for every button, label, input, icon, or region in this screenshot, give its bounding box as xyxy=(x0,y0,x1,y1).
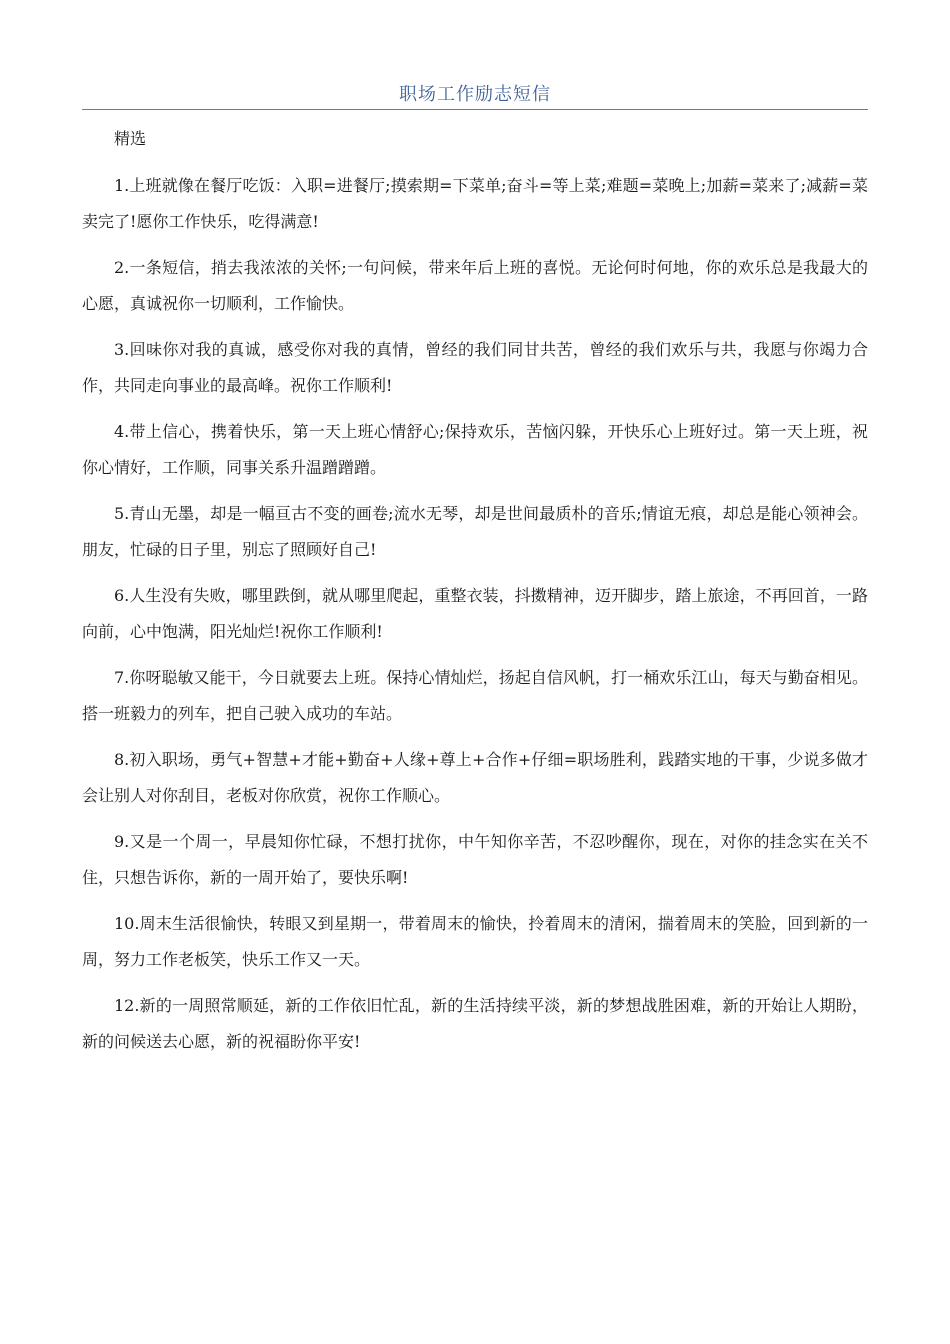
document-body xyxy=(82,124,868,1070)
paragraph: 10.周末生活很愉快，转眼又到星期一，带着周末的愉快，拎着周末的清闲，揣着周末的笑脸，回到新的一周，努力工作老板笑，快乐工作又一天。 xyxy=(82,914,868,969)
document-header xyxy=(82,80,868,110)
paragraph: 8.初入职场，勇气+智慧+才能+勤奋+人缘+尊上+合作+仔细=职场胜利，践踏实地的干事，少说多做才会让别人对你刮目，老板对你欣赏，祝你工作顺心。 xyxy=(82,750,868,805)
paragraph: 4.带上信心，携着快乐，第一天上班心情舒心;保持欢乐，苦恼闪躲，开快乐心上班好过。第一天上班，祝你心情好，工作顺，同事关系升温蹭蹭蹭。 xyxy=(82,422,868,477)
paragraph: 2.一条短信，捎去我浓浓的关怀;一句问候，带来年后上班的喜悦。无论何时何地，你的欢乐总是我最大的心愿，真诚祝你一切顺利，工作愉快。 xyxy=(82,258,868,313)
paragraph: 12.新的一周照常顺延，新的工作依旧忙乱，新的生活持续平淡，新的梦想战胜困难，新的开始让人期盼，新的问候送去心愿，新的祝福盼你平安! xyxy=(82,996,868,1051)
paragraph: 5.青山无墨，却是一幅亘古不变的画卷;流水无琴，却是世间最质朴的音乐;情谊无痕，却总是能心领神会。朋友，忙碌的日子里，别忘了照顾好自己! xyxy=(82,504,868,559)
paragraph: 9.又是一个周一，早晨知你忙碌，不想打扰你，中午知你辛苦，不忍吵醒你，现在，对你的挂念实在关不住，只想告诉你，新的一周开始了，要快乐啊! xyxy=(82,832,868,887)
paragraph: 6.人生没有失败，哪里跌倒，就从哪里爬起，重整衣装，抖擞精神，迈开脚步，踏上旅途，不再回首，一路向前，心中饱满，阳光灿烂!祝你工作顺利! xyxy=(82,586,868,641)
paragraph: 1.上班就像在餐厅吃饭：入职=进餐厅;摸索期=下菜单;奋斗=等上菜;难题=菜晚上;加薪=菜来了;减薪=菜卖完了!愿你工作快乐，吃得满意! xyxy=(82,176,868,231)
document-subtitle: 精选 xyxy=(114,129,147,148)
paragraph: 7.你呀聪敏又能干，今日就要去上班。保持心情灿烂，扬起自信风帆，打一桶欢乐江山，每天与勤奋相见。搭一班毅力的列车，把自己驶入成功的车站。 xyxy=(82,668,868,723)
document-title: 职场工作励志短信 xyxy=(399,84,551,105)
paragraph: 3.回味你对我的真诚，感受你对我的真情，曾经的我们同甘共苦，曾经的我们欢乐与共，我愿与你竭力合作，共同走向事业的最高峰。祝你工作顺利! xyxy=(82,340,868,395)
